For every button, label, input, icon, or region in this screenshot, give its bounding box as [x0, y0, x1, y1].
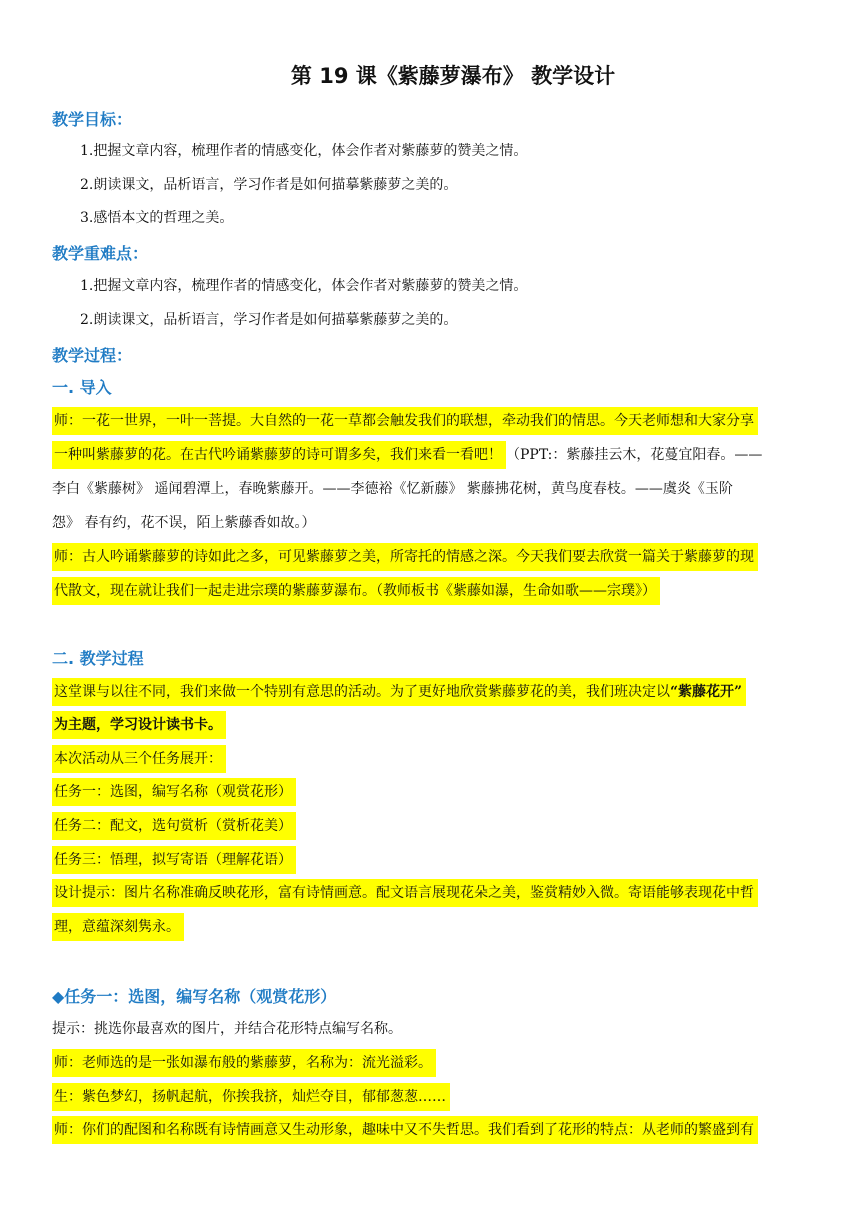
highlighted-text: 理，意蕴深刻隽永。 — [52, 913, 184, 941]
key-point-item: 1.把握文章内容，梳理作者的情感变化，体会作者对紫藤萝的赞美之情。 — [80, 278, 528, 294]
activity-line — [52, 714, 226, 734]
page-title: 第 19 课《紫藤萝瀑布》 教学设计 — [290, 64, 616, 88]
highlighted-text — [52, 678, 746, 706]
highlighted-text: 一种叫紫藤萝的花。在古代吟诵紫藤萝的诗可谓多矣，我们来看一看吧！ — [52, 441, 506, 469]
highlighted-text: 设计提示：图片名称准确反映花形，富有诗情画意。配文语言展现花朵之美，鉴赏精妙入微。寄语能够表现花中哲 — [52, 879, 758, 907]
dialog-line — [52, 1086, 450, 1106]
objective-item: 2.朗读课文，品析语言，学习作者是如何描摹紫藤萝之美的。 — [80, 177, 458, 193]
design-tip-line — [52, 916, 184, 936]
highlighted-text: 任务一：选图，编写名称（观赏花形） — [52, 778, 296, 806]
activity-text: 这堂课与以往不同，我们来做一个特别有意思的活动。为了更好地欣赏紫藤萝花的美，我们班决定以 — [54, 684, 670, 700]
dialog-line — [52, 1052, 436, 1072]
main-process-heading: 二. 教学过程 — [52, 649, 144, 668]
intro-paragraph-line — [52, 410, 758, 430]
activity-theme: “紫藤花开” — [670, 684, 743, 700]
highlighted-text: 任务二：配文，选句赏析（赏析花美） — [52, 812, 296, 840]
highlighted-text: 任务三：悟理，拟写寄语（理解花语） — [52, 846, 296, 874]
intro-heading: 一. 导入 — [52, 378, 112, 397]
ppt-quote-text: （PPT:：紫藤挂云木，花蔓宜阳春。—— — [506, 447, 763, 463]
activity-line — [52, 681, 746, 701]
ppt-quote-line: 李白《紫藤树》 遥闻碧潭上，春晚紫藤开。——李德裕《忆新藤》 紫藤拂花树，黄鸟度春枝。——虞炎《玉阶 — [52, 481, 733, 497]
objectives-heading: 教学目标： — [52, 110, 133, 129]
task1-heading: ◆任务一：选图，编写名称（观赏花形） — [52, 987, 337, 1006]
key-point-item: 2.朗读课文，品析语言，学习作者是如何描摹紫藤萝之美的。 — [80, 312, 458, 328]
objective-item: 3.感悟本文的哲理之美。 — [80, 210, 234, 226]
ppt-quote-line: 怨》 春有约，花不误，陌上紫藤香如故。） — [52, 515, 316, 531]
highlighted-text: 师：你们的配图和名称既有诗情画意又生动形象，趣味中又不失哲思。我们看到了花形的特点：从老师的繁盛到有 — [52, 1116, 758, 1144]
intro-paragraph-line — [52, 546, 758, 566]
design-tip-line — [52, 882, 758, 902]
objective-item: 1.把握文章内容，梳理作者的情感变化，体会作者对紫藤萝的赞美之情。 — [80, 143, 528, 159]
highlighted-text: 师：古人吟诵紫藤萝的诗如此之多，可见紫藤萝之美，所寄托的情感之深。今天我们要去欣赏一篇关于紫藤萝的现 — [52, 543, 758, 571]
task-item — [52, 815, 296, 835]
intro-paragraph-line — [52, 580, 660, 600]
highlighted-text: 师：老师选的是一张如瀑布般的紫藤萝，名称为：流光溢彩。 — [52, 1049, 436, 1077]
process-heading: 教学过程： — [52, 346, 133, 365]
highlighted-text: 师：一花一世界，一叶一菩提。大自然的一花一草都会触发我们的联想，牵动我们的情思。今天老师想和大家分享 — [52, 407, 758, 435]
intro-paragraph-line — [52, 444, 762, 464]
task-item — [52, 781, 296, 801]
highlighted-text: 本次活动从三个任务展开： — [52, 745, 226, 773]
task1-hint: 提示：挑选你最喜欢的图片，并结合花形特点编写名称。 — [52, 1021, 402, 1037]
highlighted-text: 生：紫色梦幻，扬帆起航，你挨我挤，灿烂夺目，郁郁葱葱…… — [52, 1083, 450, 1111]
highlighted-text: 代散文，现在就让我们一起走进宗璞的紫藤萝瀑布。（教师板书《紫藤如瀑，生命如歌——宗璞》） — [52, 577, 660, 605]
task-item — [52, 849, 296, 869]
highlighted-text: 为主题，学习设计读书卡。 — [52, 711, 226, 739]
key-points-heading: 教学重难点： — [52, 244, 149, 263]
tasks-intro — [52, 748, 226, 768]
dialog-line — [52, 1119, 758, 1139]
